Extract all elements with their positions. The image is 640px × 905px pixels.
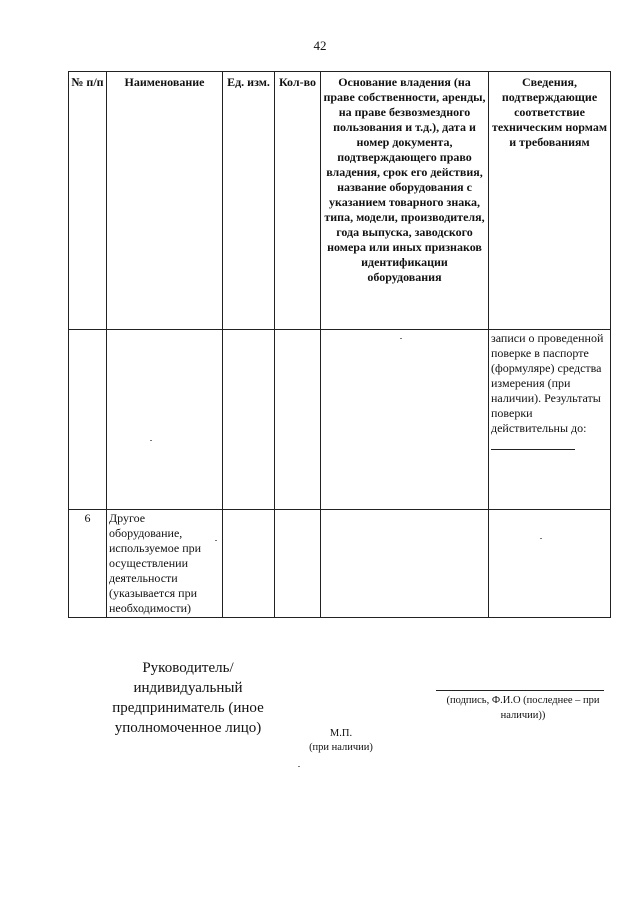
- valid-until-blank-line: [491, 436, 575, 450]
- table-row: [69, 510, 611, 618]
- table-row: [69, 330, 611, 510]
- row-number-cell: 6: [69, 510, 107, 618]
- signature-line: [436, 690, 604, 691]
- row-number-cell: [69, 330, 107, 510]
- scan-speck: [400, 338, 402, 339]
- header-unit: Ед. изм.: [223, 72, 275, 330]
- row-basis-cell: [321, 330, 489, 510]
- header-quantity: Кол-во: [275, 72, 321, 330]
- stamp-label: М.П.: [329, 728, 353, 739]
- row-name-cell: Другое оборудование, используемое при осуществлении деятельности (указывается при необходимости): [107, 510, 223, 618]
- scan-speck: [215, 540, 217, 541]
- row-basis-cell: [321, 510, 489, 618]
- page-number: 42: [313, 38, 327, 53]
- header-number: № п/п: [69, 72, 107, 330]
- row-name-cell: [107, 330, 223, 510]
- signer-title: Руководитель/ индивидуальный предприниматель (иное уполномоченное лицо): [112, 660, 264, 736]
- scan-speck: [540, 538, 542, 539]
- row-compliance-cell: [489, 330, 611, 510]
- table-header-row: [69, 72, 611, 330]
- signature-caption: (подпись, Ф.И.О (последнее – при наличии)): [446, 695, 600, 721]
- row-unit-cell: [223, 510, 275, 618]
- row-compliance-cell: [489, 510, 611, 618]
- verification-record-text: записи о проведенной поверке в паспорте (формуляре) средства измерения (при наличии). Результаты поверки действительны до:: [491, 331, 604, 435]
- header-ownership-basis: Основание владения (на праве собственности, аренды, на праве безвозмездного пользования и т.д.), дата и номер документа, подтверждающего право владения, срок его действия, название оборудования с указанием товарного знака, типа, модели, производителя, года выпуска, заводского номера или иных признаков идентификации оборудования: [321, 72, 489, 330]
- header-compliance-info: Сведения, подтверждающие соответствие техническим нормам и требованиям: [489, 72, 611, 330]
- scan-speck: [298, 766, 300, 767]
- equipment-table: [68, 71, 611, 618]
- row-quantity-cell: [275, 330, 321, 510]
- stamp-block: [296, 727, 386, 755]
- scan-speck: [150, 440, 152, 441]
- stamp-note: (при наличии): [309, 742, 373, 753]
- row-quantity-cell: [275, 510, 321, 618]
- header-name: Наименование: [107, 72, 223, 330]
- row-unit-cell: [223, 330, 275, 510]
